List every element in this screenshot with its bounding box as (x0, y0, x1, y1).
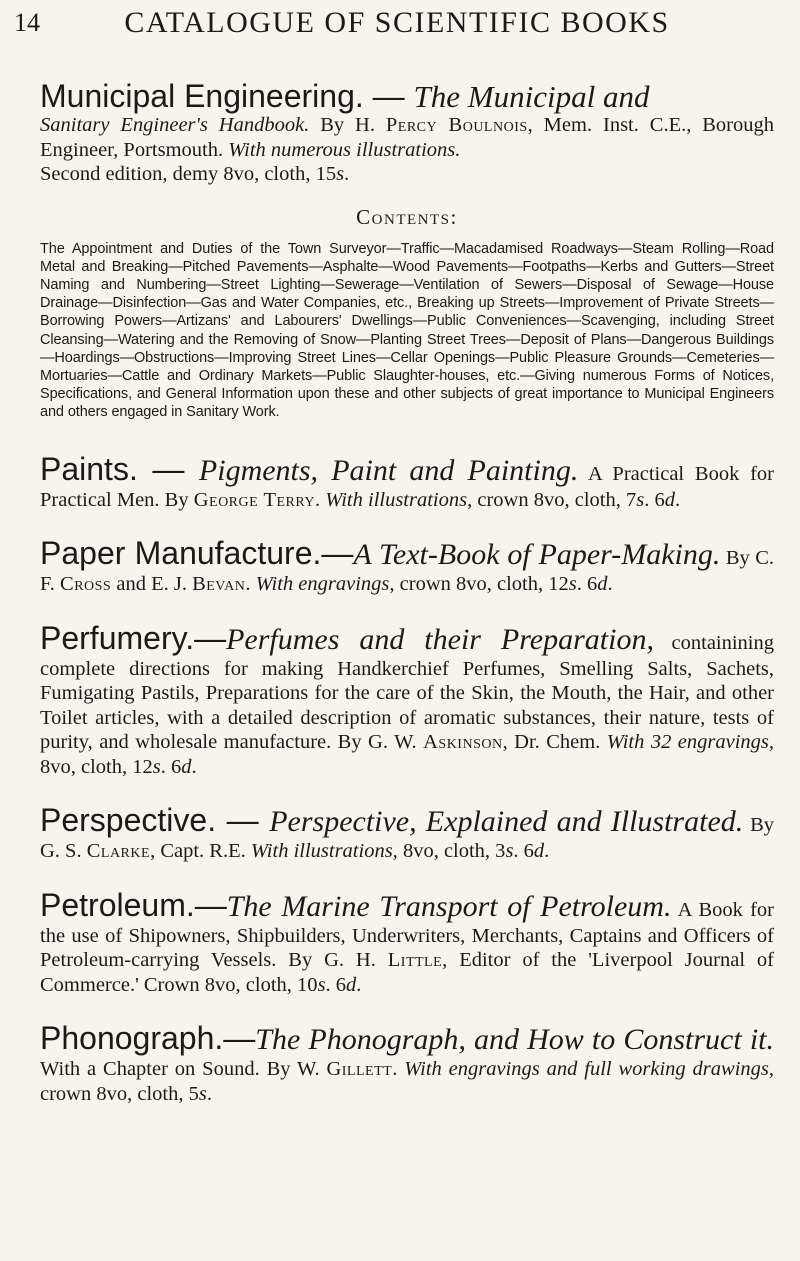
entry-edition: Second edition, demy 8vo, cloth, 15 (40, 163, 337, 185)
title-dash: — (223, 1020, 256, 1057)
entry-text: . (607, 573, 613, 596)
entry-paragraph (40, 1021, 774, 1106)
entry-subtitle: The Marine Transport of Petroleum. (226, 889, 672, 923)
entry-text: . 6 (160, 755, 182, 778)
price-end: . (344, 163, 350, 185)
by-text: By H. (309, 114, 386, 136)
entry-text: . (392, 1058, 405, 1081)
entry-text: By C. F. (40, 547, 774, 596)
entry-title: Phonograph. (40, 1020, 224, 1057)
pence-mark: d (181, 755, 192, 778)
entry-subtitle: The Municipal and (413, 79, 650, 114)
entry-author: Cross (60, 573, 112, 596)
entry-text: , Dr. Chem. (502, 731, 607, 754)
author-details: , Mem. Inst. C.E., Borough Engineer, Portsmouth. (40, 114, 774, 161)
title-dash: — (194, 886, 227, 923)
entry-paper-manufacture (40, 536, 774, 597)
shilling-mark: s (568, 573, 577, 596)
entry-text: . (315, 488, 326, 511)
entry-text: With a Chapter on Sound. By W. (40, 1058, 327, 1081)
entry-title: Paper Manufacture. (40, 535, 322, 572)
entry-subtitle: Perfumes and their Preparation, (226, 622, 654, 656)
shilling-mark: s (505, 840, 514, 863)
entry-author: George Terry (193, 488, 316, 511)
entry-author: Gillett (326, 1058, 393, 1081)
entry-illustrations: With numerous illustrations. (228, 138, 461, 161)
entry-text: . 6 (325, 973, 347, 996)
price-shillings-unit: s (336, 163, 345, 185)
entry-petroleum (40, 888, 774, 998)
pence-mark: d (533, 840, 545, 863)
entry-text: . (191, 755, 197, 778)
entry-text: 8vo, cloth, 3 (397, 840, 506, 863)
entry-perfumery (40, 621, 774, 780)
entry-text: crown 8vo, cloth, 7 (472, 488, 637, 511)
entry-title: Municipal Engineering. (40, 78, 364, 114)
title-dash: — (363, 78, 414, 114)
entry-author: Percy Boulnois (385, 114, 528, 136)
entry-text: , Capt. R.E. (150, 840, 251, 863)
entry-title: Perfumery. (40, 619, 195, 656)
pence-mark: d (346, 973, 357, 996)
entry-text: . (674, 488, 681, 511)
entry-text: and E. J. (111, 573, 193, 596)
pence-mark: d (597, 573, 608, 596)
entry-paragraph (40, 536, 774, 597)
entry-title: Paints. (40, 450, 138, 487)
contents-list: The Appointment and Duties of the Town Surveyor—Traffic—Macadamised Roadways—Steam Rolling—Road Metal and Breaking—Pitched Pavements—Asphalte—Wood Pavements—Footpaths—Kerbs and Gutters—Street Naming and Numbering—Street Lighting—Sewerage—Ventilation of Sewers—Disposal of Sewage—House Drainage—Disinfection—Gas and Water Companies, etc., Breaking up Streets—Improvement of Private Streets—Borrowing Powers—Artizans' and Labourers' Dwellings—Public Conveniences—Scavenging, including Street Cleansing—Watering and the Removing of Snow—Planting Street Trees—Deposit of Plans—Dangerous Buildings—Hoardings—Obstructions—Improving Street Lines—Cellar Openings—Public Pleasure Grounds—Cemeteries—Mortuaries—Cattle and Ordinary Markets—Public Slaughter-houses, etc.—Giving numerous Forms of Notices, Specifications, and General Information upon these and other subjects of great importance to Municipal Engineers and others engaged in Sanitary Work. (40, 240, 774, 421)
shilling-mark: s (152, 755, 161, 778)
entry-author: Clarke (86, 840, 151, 863)
contents-heading: Contents: (356, 204, 458, 229)
entry-paragraph (40, 621, 774, 780)
entry-heading (40, 76, 774, 117)
entry-illustrations: With engravings and full working drawings, (404, 1058, 774, 1081)
entry-text: , Editor of the 'Liverpool Journal of Commerce.' Crown 8vo, cloth, 10 (40, 949, 774, 996)
entry-author: Little (387, 949, 443, 972)
entry-text: . (544, 840, 550, 863)
entry-subtitle: A Text-Book of Paper-Making. (353, 538, 721, 572)
title-dash: — (137, 450, 199, 487)
entry-text: 8vo, cloth, 12 (40, 755, 153, 778)
running-title: CATALOGUE OF SCIENTIFIC BOOKS (124, 6, 670, 39)
entry-illustrations: With illustrations, (250, 840, 398, 863)
entry-text: A Practical Book for Practical Men. By (40, 462, 774, 511)
running-head (14, 4, 780, 44)
entry-title: Perspective. (40, 802, 217, 839)
page-number: 14 (14, 8, 40, 37)
entry-illustrations: With engravings, (255, 573, 395, 596)
entry-text: . 6 (513, 840, 534, 863)
entry-text: . (206, 1082, 212, 1105)
catalogue-content (40, 76, 774, 1106)
title-dash: — (321, 535, 354, 572)
entry-text: . 6 (644, 488, 665, 511)
pence-mark: d (664, 488, 675, 511)
entry-text: . (356, 973, 362, 996)
entry-text: crown 8vo, cloth, 5 (40, 1082, 199, 1105)
title-dash: — (194, 619, 227, 656)
entry-subtitle: Perspective, Explained and Illustrated. (269, 805, 744, 839)
title-dash: — (216, 802, 270, 839)
entry-perspective (40, 803, 774, 864)
entry-paragraph (40, 888, 774, 998)
entry-text: containining complete directions for making Handkerchief Perfumes, Smelling Salts, Sachets, Fumigating Pastils, Preparations for the care of the Skin, the Mouth, the Hair, and other Toilet articles, with a detailed description of aromatic substances, their nature, tests of purity, and wholesale manufacture. By G. W. (40, 631, 774, 754)
entry-paints (40, 452, 774, 513)
entry-illustrations: With illustrations, (325, 488, 473, 511)
entry-paragraph (40, 803, 774, 864)
entry-subtitle-cont: Sanitary Engineer's Handbook. (40, 114, 310, 136)
entry-municipal-engineering (40, 76, 774, 422)
entry-description (40, 113, 774, 187)
shilling-mark: s (636, 488, 645, 511)
entry-text: By G. S. (40, 814, 774, 863)
shilling-mark: s (317, 973, 326, 996)
entry-text: . (245, 573, 256, 596)
entry-subtitle: The Phonograph, and How to Construct it. (255, 1023, 774, 1057)
entry-text: crown 8vo, cloth, 12 (394, 573, 569, 596)
entry-phonograph (40, 1021, 774, 1106)
entry-paragraph (40, 452, 774, 513)
entry-title: Petroleum. (40, 886, 195, 923)
entry-text: A Book for the use of Shipowners, Shipbuilders, Underwriters, Merchants, Captains and Officers of Petroleum-carrying Vessels. By G. H. (40, 898, 774, 972)
entry-illustrations: With 32 engravings, (606, 731, 774, 754)
entry-author: Askinson (423, 731, 503, 754)
entry-author: Bevan (192, 573, 246, 596)
shilling-mark: s (198, 1082, 207, 1105)
entry-subtitle: Pigments, Paint and Painting. (198, 453, 579, 487)
entry-text: . 6 (576, 573, 598, 596)
